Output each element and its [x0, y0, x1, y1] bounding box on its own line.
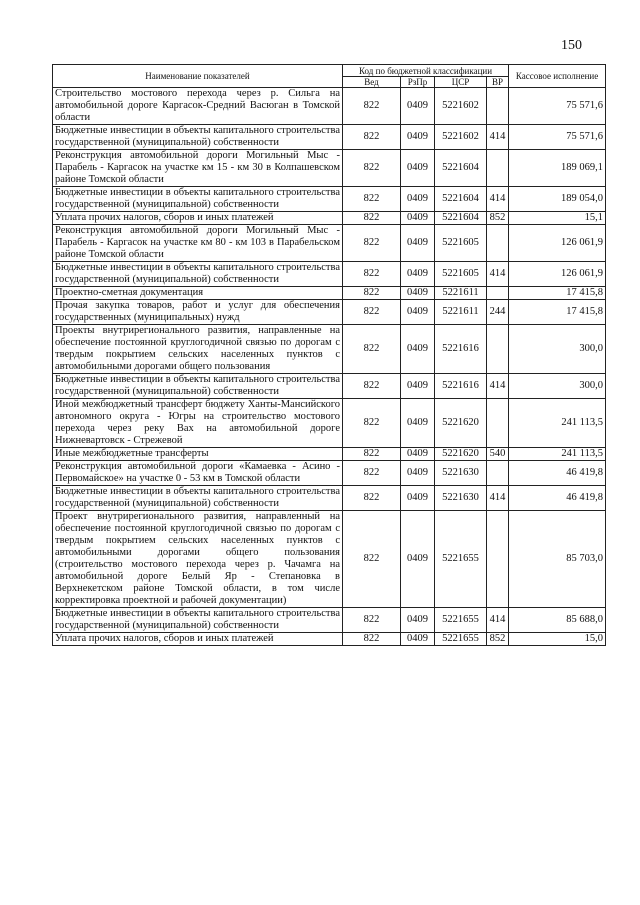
cell-amount: 46 419,8 — [509, 461, 606, 486]
table-row — [53, 374, 606, 399]
cell-amount: 126 061,9 — [509, 225, 606, 262]
cell-rzpr: 0409 — [401, 187, 435, 212]
cell-csr: 5221630 — [435, 461, 487, 486]
header-code-group: Код по бюджетной классификации — [343, 65, 509, 77]
cell-csr: 5221605 — [435, 225, 487, 262]
cell-csr: 5221602 — [435, 88, 487, 125]
cell-csr: 5221620 — [435, 399, 487, 448]
cell-amount: 241 113,5 — [509, 399, 606, 448]
cell-vr — [487, 225, 509, 262]
cell-rzpr: 0409 — [401, 374, 435, 399]
budget-execution-table — [52, 64, 606, 646]
cell-name: Прочая закупка товаров, работ и услуг для обеспечения государственных (муниципальных) нужд — [53, 300, 343, 325]
table-row — [53, 486, 606, 511]
cell-csr: 5221655 — [435, 633, 487, 646]
cell-name: Бюджетные инвестиции в объекты капитального строительства государственной (муниципальной) собственности — [53, 262, 343, 287]
cell-name: Реконструкция автомобильной дороги Могильный Мыс - Парабель - Каргасок на участке км 80 - км 103 в Парабельском районе Томской области — [53, 225, 343, 262]
cell-rzpr: 0409 — [401, 300, 435, 325]
cell-ved: 822 — [343, 88, 401, 125]
cell-name: Бюджетные инвестиции в объекты капитального строительства государственной (муниципальной) собственности — [53, 608, 343, 633]
table-row — [53, 225, 606, 262]
table-row — [53, 399, 606, 448]
cell-amount: 17 415,8 — [509, 300, 606, 325]
table-row — [53, 150, 606, 187]
cell-ved: 822 — [343, 225, 401, 262]
table-row — [53, 608, 606, 633]
cell-rzpr: 0409 — [401, 225, 435, 262]
cell-vr — [487, 150, 509, 187]
cell-ved: 822 — [343, 608, 401, 633]
cell-amount: 241 113,5 — [509, 448, 606, 461]
header-name: Наименование показателей — [53, 65, 343, 88]
cell-rzpr: 0409 — [401, 150, 435, 187]
table-row — [53, 287, 606, 300]
cell-csr: 5221604 — [435, 150, 487, 187]
cell-ved: 822 — [343, 325, 401, 374]
cell-ved: 822 — [343, 125, 401, 150]
cell-vr: 244 — [487, 300, 509, 325]
header-amount: Кассовое исполнение — [509, 65, 606, 88]
cell-ved: 822 — [343, 633, 401, 646]
cell-ved: 822 — [343, 399, 401, 448]
cell-rzpr: 0409 — [401, 608, 435, 633]
header-csr: ЦСР — [435, 77, 487, 88]
cell-csr: 5221655 — [435, 608, 487, 633]
cell-rzpr: 0409 — [401, 633, 435, 646]
cell-amount: 85 703,0 — [509, 511, 606, 608]
table-row — [53, 212, 606, 225]
cell-ved: 822 — [343, 287, 401, 300]
cell-csr: 5221611 — [435, 287, 487, 300]
cell-vr: 414 — [487, 187, 509, 212]
cell-rzpr: 0409 — [401, 212, 435, 225]
cell-vr — [487, 399, 509, 448]
cell-rzpr: 0409 — [401, 262, 435, 287]
table-row — [53, 125, 606, 150]
cell-name: Уплата прочих налогов, сборов и иных платежей — [53, 212, 343, 225]
cell-amount: 300,0 — [509, 325, 606, 374]
cell-amount: 15,1 — [509, 212, 606, 225]
cell-amount: 75 571,6 — [509, 88, 606, 125]
cell-vr — [487, 511, 509, 608]
cell-amount: 189 069,1 — [509, 150, 606, 187]
cell-vr — [487, 325, 509, 374]
table-row — [53, 448, 606, 461]
cell-ved: 822 — [343, 374, 401, 399]
cell-rzpr: 0409 — [401, 399, 435, 448]
cell-amount: 15,0 — [509, 633, 606, 646]
table-body — [53, 88, 606, 646]
table-row — [53, 461, 606, 486]
cell-name: Иные межбюджетные трансферты — [53, 448, 343, 461]
cell-name: Проектно-сметная документация — [53, 287, 343, 300]
cell-vr: 852 — [487, 212, 509, 225]
cell-name: Строительство мостового перехода через р. Сильга на автомобильной дороге Каргасок-Средний Васюган в Томской области — [53, 88, 343, 125]
table-row — [53, 325, 606, 374]
table-row — [53, 511, 606, 608]
cell-name: Бюджетные инвестиции в объекты капитального строительства государственной (муниципальной) собственности — [53, 486, 343, 511]
cell-ved: 822 — [343, 461, 401, 486]
cell-amount: 126 061,9 — [509, 262, 606, 287]
cell-rzpr: 0409 — [401, 325, 435, 374]
cell-ved: 822 — [343, 486, 401, 511]
header-rzpr: РзПр — [401, 77, 435, 88]
cell-csr: 5221611 — [435, 300, 487, 325]
cell-rzpr: 0409 — [401, 287, 435, 300]
cell-csr: 5221605 — [435, 262, 487, 287]
cell-name: Проект внутрирегионального развития, направленный на обеспечение постоянной круглогодичной связью по дорогам с твердым покрытием сельских населенных пунктов с автомобильными дорогами общего пользования (строительство мостового перехода через р. Чачамга на автомобильной дороге Белый Яр - Степановка в Верхнекетском районе Томской области, в том числе корректировка проектной и рабочей документации) — [53, 511, 343, 608]
cell-ved: 822 — [343, 262, 401, 287]
cell-vr — [487, 287, 509, 300]
cell-name: Бюджетные инвестиции в объекты капитального строительства государственной (муниципальной) собственности — [53, 374, 343, 399]
header-vr: ВР — [487, 77, 509, 88]
cell-ved: 822 — [343, 150, 401, 187]
cell-ved: 822 — [343, 300, 401, 325]
cell-ved: 822 — [343, 187, 401, 212]
cell-vr: 414 — [487, 608, 509, 633]
cell-rzpr: 0409 — [401, 461, 435, 486]
table-row — [53, 633, 606, 646]
cell-rzpr: 0409 — [401, 125, 435, 150]
cell-rzpr: 0409 — [401, 486, 435, 511]
cell-ved: 822 — [343, 448, 401, 461]
cell-name: Проекты внутрирегионального развития, направленные на обеспечение постоянной круглогодичной связью по дорогам с твердым покрытием сельских населенных пунктов с автомобильными дорогами общего пользования — [53, 325, 343, 374]
table-row — [53, 187, 606, 212]
cell-csr: 5221604 — [435, 187, 487, 212]
cell-csr: 5221630 — [435, 486, 487, 511]
header-ved: Вед — [343, 77, 401, 88]
cell-vr: 414 — [487, 125, 509, 150]
cell-csr: 5221620 — [435, 448, 487, 461]
cell-vr: 414 — [487, 262, 509, 287]
cell-vr: 852 — [487, 633, 509, 646]
cell-vr — [487, 461, 509, 486]
cell-name: Уплата прочих налогов, сборов и иных платежей — [53, 633, 343, 646]
cell-csr: 5221616 — [435, 374, 487, 399]
cell-rzpr: 0409 — [401, 88, 435, 125]
cell-amount: 189 054,0 — [509, 187, 606, 212]
cell-vr: 414 — [487, 486, 509, 511]
cell-csr: 5221604 — [435, 212, 487, 225]
cell-name: Иной межбюджетный трансферт бюджету Ханты-Мансийского автономного округа - Югры на строительство мостового перехода через реку Вах на автомобильной дороге Нижневартовск - Стрежевой — [53, 399, 343, 448]
table-row — [53, 88, 606, 125]
cell-vr: 414 — [487, 374, 509, 399]
cell-name: Бюджетные инвестиции в объекты капитального строительства государственной (муниципальной) собственности — [53, 125, 343, 150]
cell-name: Бюджетные инвестиции в объекты капитального строительства государственной (муниципальной) собственности — [53, 187, 343, 212]
cell-amount: 17 415,8 — [509, 287, 606, 300]
page-number: 150 — [561, 38, 582, 53]
cell-name: Реконструкция автомобильной дороги «Камаевка - Асино - Первомайское» на участке 0 - 53 км в Томской области — [53, 461, 343, 486]
cell-rzpr: 0409 — [401, 448, 435, 461]
cell-ved: 822 — [343, 511, 401, 608]
cell-ved: 822 — [343, 212, 401, 225]
cell-rzpr: 0409 — [401, 511, 435, 608]
cell-amount: 46 419,8 — [509, 486, 606, 511]
table-row — [53, 300, 606, 325]
cell-name: Реконструкция автомобильной дороги Могильный Мыс - Парабель - Каргасок на участке км 15 - км 30 в Колпашевском районе Томской области — [53, 150, 343, 187]
cell-amount: 300,0 — [509, 374, 606, 399]
table-row — [53, 262, 606, 287]
cell-csr: 5221616 — [435, 325, 487, 374]
cell-csr: 5221602 — [435, 125, 487, 150]
cell-amount: 75 571,6 — [509, 125, 606, 150]
cell-vr: 540 — [487, 448, 509, 461]
cell-amount: 85 688,0 — [509, 608, 606, 633]
cell-vr — [487, 88, 509, 125]
cell-csr: 5221655 — [435, 511, 487, 608]
